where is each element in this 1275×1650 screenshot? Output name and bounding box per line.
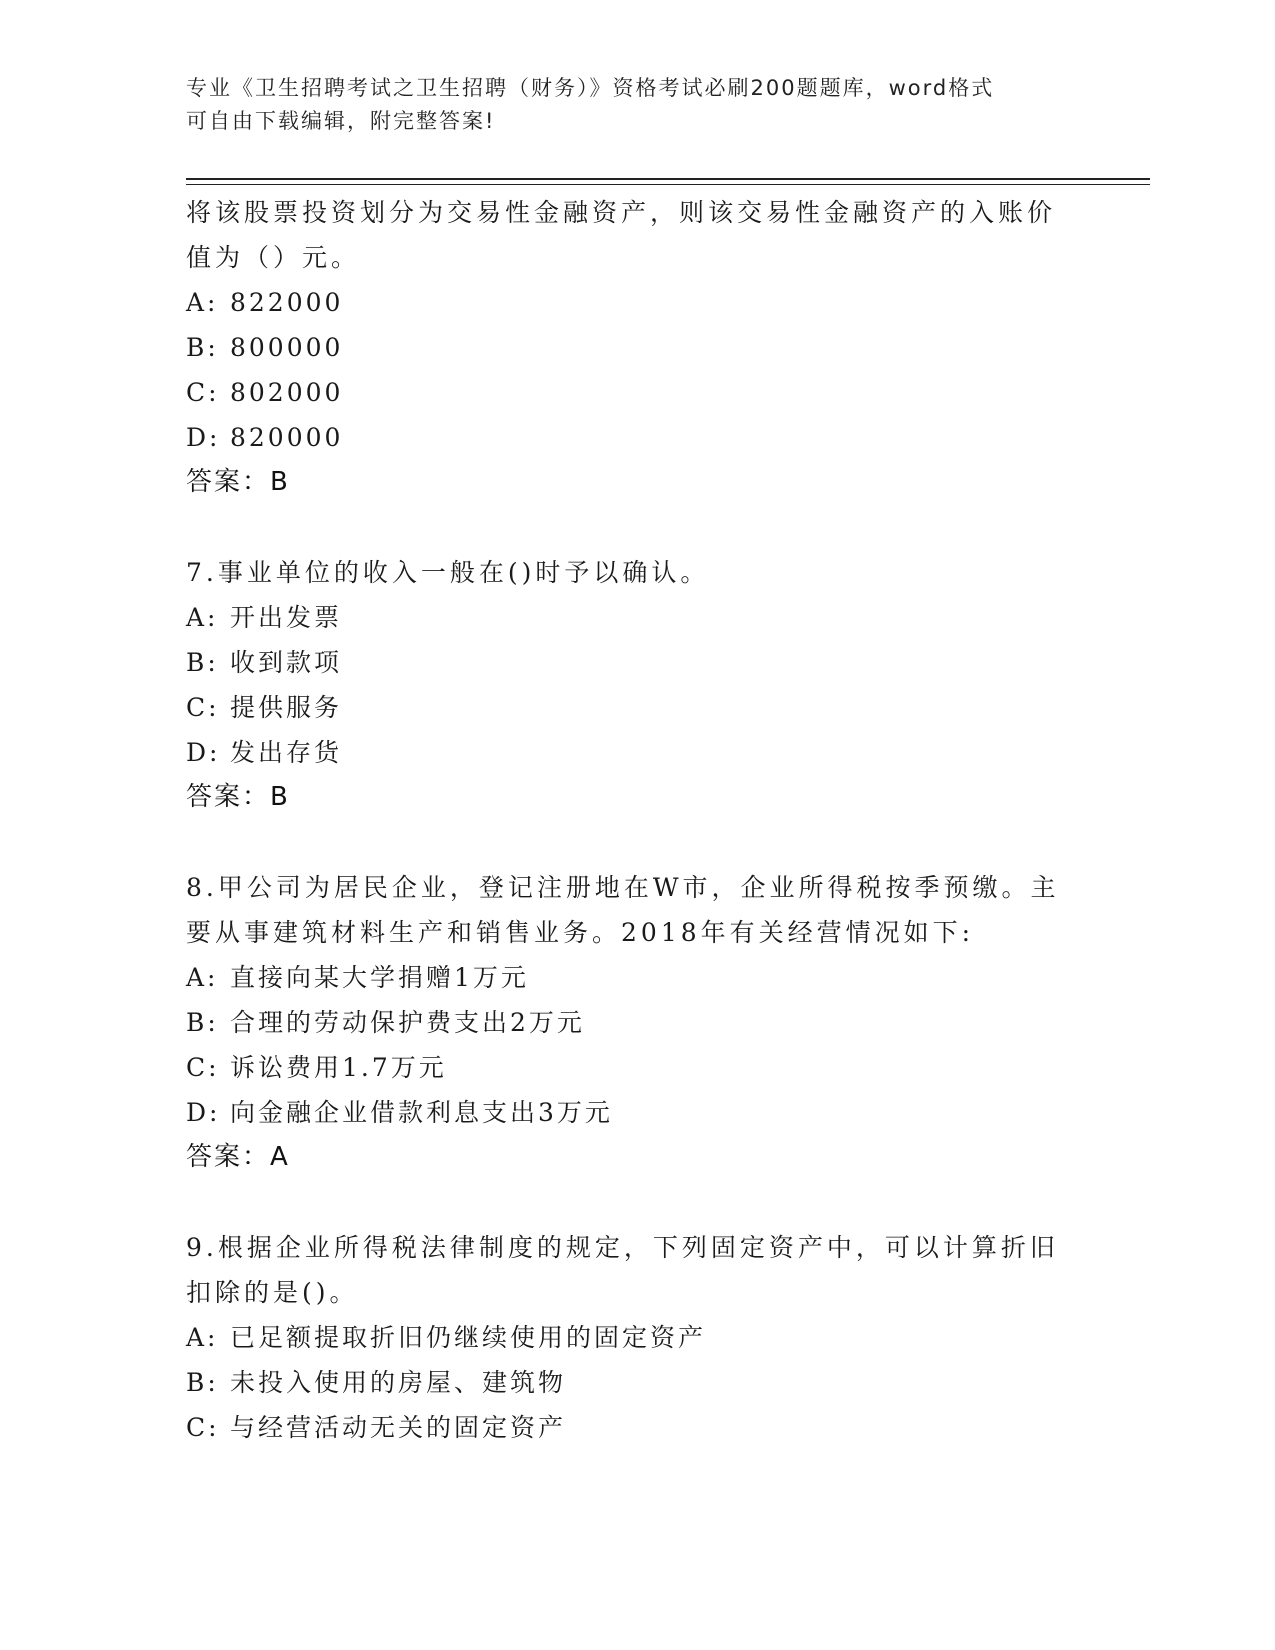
option-text: 提供服务 — [230, 693, 343, 722]
option-key: C: — [186, 693, 220, 722]
question-stem-line: 扣除的是()。 — [186, 1278, 359, 1307]
option-b — [186, 325, 1086, 370]
question-block — [186, 550, 1086, 820]
option-a — [186, 1315, 1086, 1360]
option-text: 与经营活动无关的固定资产 — [230, 1413, 567, 1442]
header-divider-thick — [186, 178, 1150, 180]
question-stem-line: 7.事业单位的收入一般在()时予以确认。 — [186, 558, 710, 587]
question-list — [186, 190, 1086, 1450]
option-text: 开出发票 — [230, 603, 343, 632]
question-block — [186, 865, 1086, 1180]
option-key: A: — [186, 603, 219, 632]
option-text: 诉讼费用1.7万元 — [230, 1053, 447, 1082]
option-d — [186, 730, 1086, 775]
option-key: C: — [186, 1053, 220, 1082]
option-a — [186, 595, 1086, 640]
answer-line: 答案：A — [186, 1142, 290, 1172]
option-key: A: — [186, 963, 219, 992]
option-key: A: — [186, 288, 219, 317]
option-text: 800000 — [230, 333, 344, 362]
option-key: B: — [186, 333, 219, 362]
question-stem-line: 8.甲公司为居民企业，登记注册地在W市，企业所得税按季预缴。主 — [186, 873, 1060, 902]
option-text: 收到款项 — [230, 648, 343, 677]
option-c — [186, 370, 1086, 415]
document-header — [186, 72, 1086, 138]
option-text: 已足额提取折旧仍继续使用的固定资产 — [230, 1323, 707, 1352]
option-text: 802000 — [230, 378, 344, 407]
option-text: 向金融企业借款利息支出3万元 — [230, 1098, 613, 1127]
option-a — [186, 280, 1086, 325]
option-key: B: — [186, 1368, 219, 1397]
option-key: A: — [186, 1323, 219, 1352]
option-b — [186, 1000, 1086, 1045]
option-d — [186, 1090, 1086, 1135]
question-stem-line: 要从事建筑材料生产和销售业务。2018年有关经营情况如下: — [186, 918, 975, 947]
option-key: B: — [186, 648, 219, 677]
answer-line: 答案：B — [186, 467, 290, 497]
option-key: D: — [186, 1098, 221, 1127]
option-text: 直接向某大学捐赠1万元 — [230, 963, 529, 992]
option-c — [186, 685, 1086, 730]
header-divider-thin — [186, 184, 1150, 185]
question-stem-line: 9.根据企业所得税法律制度的规定，下列固定资产中，可以计算折旧 — [186, 1233, 1059, 1262]
option-key: C: — [186, 378, 220, 407]
option-text: 合理的劳动保护费支出2万元 — [230, 1008, 585, 1037]
option-text: 820000 — [230, 423, 344, 452]
question-stem-line: 值为（）元。 — [186, 243, 361, 272]
question-stem-line: 将该股票投资划分为交易性金融资产，则该交易性金融资产的入账价 — [186, 198, 1057, 227]
option-key: C: — [186, 1413, 220, 1442]
option-text: 822000 — [230, 288, 344, 317]
option-key: D: — [186, 738, 221, 767]
option-b — [186, 1360, 1086, 1405]
option-b — [186, 640, 1086, 685]
option-text: 发出存货 — [230, 738, 343, 767]
option-text: 未投入使用的房屋、建筑物 — [230, 1368, 567, 1397]
option-key: B: — [186, 1008, 219, 1037]
header-line-1: 专业《卫生招聘考试之卫生招聘（财务）》资格考试必刷200题题库，word格式 — [186, 76, 995, 100]
question-block — [186, 190, 1086, 505]
option-c — [186, 1405, 1086, 1450]
option-c — [186, 1045, 1086, 1090]
header-line-2: 可自由下载编辑，附完整答案! — [186, 109, 496, 133]
option-d — [186, 415, 1086, 460]
answer-line: 答案：B — [186, 782, 290, 812]
question-block — [186, 1225, 1086, 1450]
option-a — [186, 955, 1086, 1000]
option-key: D: — [186, 423, 221, 452]
